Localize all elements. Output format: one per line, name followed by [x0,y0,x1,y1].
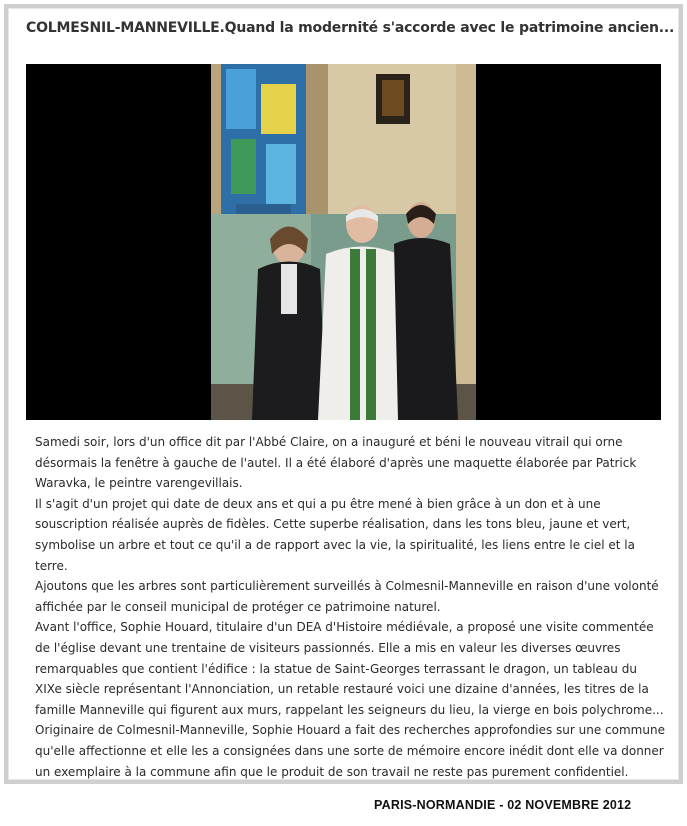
article-headline: COLMESNIL-MANNEVILLE.Quand la modernité s'accorde avec le patrimoine ancien... [26,20,675,36]
article-paragraph: Ajoutons que les arbres sont particulièrement surveillés à Colmesnil-Manneville en raison d'une volonté affichée par le conseil municipal de protéger ce patrimoine naturel. [35,579,659,614]
article-photo [26,64,661,420]
article-frame [4,4,683,784]
church-photo-illustration [26,64,661,420]
article-paragraph: Samedi soir, lors d'un office dit par l'Abbé Claire, on a inauguré et béni le nouveau vitrail qui orne désormais la fenêtre à gauche de l'autel. Il a été élaboré d'après une maquette élaborée par Patrick Waravka, le peintre varengevillais. [35,435,637,491]
article-paragraph: Originaire de Colmesnil-Manneville, Sophie Houard a fait des recherches approfondies sur une commune qu'elle affectionne et elle les a consignées dans une sorte de mémoire encore inédit dont elle va donner un exemplaire à la commune afin que le produit de son travail ne reste pas purement confidentiel. [35,723,665,779]
article-paragraph: Avant l'office, Sophie Houard, titulaire d'un DEA d'Histoire médiévale, a proposé une visite commentée de l'église devant une trentaine de visiteurs passionnés. Elle a mis en valeur les diverses œuvres remarquables que contient l'édifice : la statue de Saint-Georges terrassant le dragon, un tableau du XIXe siècle représentant l'Annonciation, un retable restauré voici une dizaine d'années, les titres de la famille Manneville qui figurent aux murs, rappelant les seigneurs du lieu, la vierge en bois polychrome... [35,620,664,717]
article-paragraph: Il s'agit d'un projet qui date de deux ans et qui a pu être mené à bien grâce à un don et à une souscription réalisée auprès de fidèles. Cette superbe réalisation, dans les tons bleu, jaune et vert, symbolise un arbre et tout ce qu'il a de rapport avec la vie, la spiritualité, les liens entre le ciel et la terre. [35,496,635,573]
article-body [35,432,665,782]
source-credit: PARIS-NORMANDIE - 02 NOVEMBRE 2012 [374,798,632,812]
